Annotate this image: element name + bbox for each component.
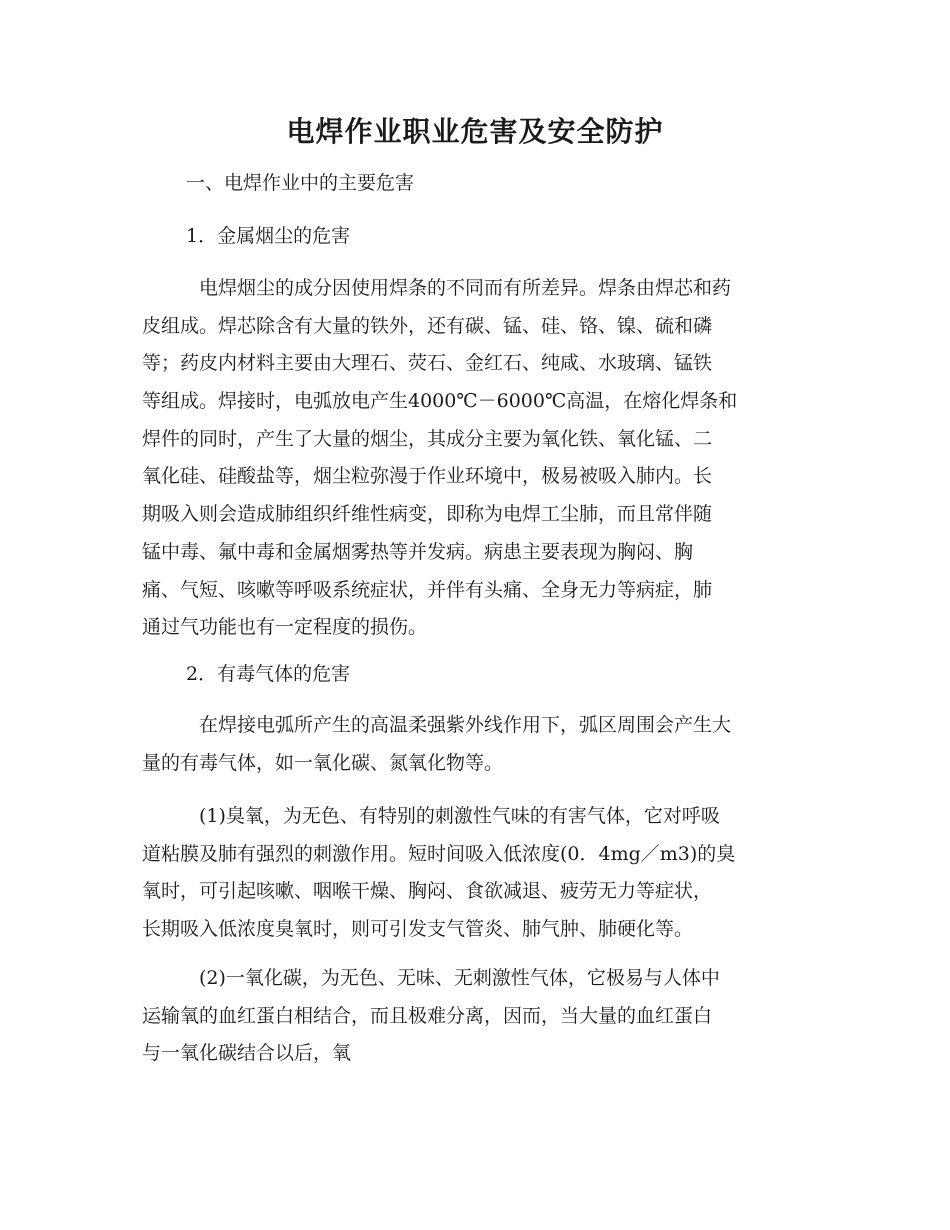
subheading-metal-fumes: 1．金属烟尘的危害 [186, 225, 351, 247]
paragraph-line: (1)臭氧，为无色、有特别的刺激性气味的有害气体，它对呼吸 [199, 805, 720, 827]
paragraph-line: 与一氧化碳结合以后，氧 [142, 1042, 352, 1065]
paragraph-line: 道粘膜及肺有强烈的刺激作用。短时间吸入低浓度(0．4mg／m3)的臭 [142, 842, 736, 865]
subheading-toxic-gases: 2．有毒气体的危害 [186, 663, 351, 685]
paragraph-line: 等组成。焊接时，电弧放电产生4000℃－6000℃高温，在熔化焊条和 [142, 390, 738, 413]
paragraph-carbon-monoxide [142, 960, 802, 1073]
paragraph-ozone [142, 798, 802, 949]
paragraph-line: 焊件的同时，产生了大量的烟尘，其成分主要为氧化铁、氧化锰、二 [142, 427, 713, 450]
paragraph-line: 氧时，可引起咳嗽、咽喉干燥、胸闷、食欲减退、疲劳无力等症状， [142, 880, 713, 903]
paragraph-line: 等；药皮内材料主要由大理石、荧石、金红石、纯咸、水玻璃、锰铁 [142, 352, 713, 375]
paragraph-line: 皮组成。焊芯除含有大量的铁外，还有碳、锰、硅、铬、镍、硫和磷 [142, 314, 713, 337]
paragraph-line: 运输氧的血红蛋白相结合，而且极难分离，因而，当大量的血红蛋白 [142, 1004, 713, 1027]
paragraph-line: 氧化硅、硅酸盐等，烟尘粒弥漫于作业环境中，极易被吸入肺内。长 [142, 465, 713, 488]
paragraph-line: 在焊接电弧所产生的高温柔强紫外线作用下，弧区周围会产生大 [199, 714, 732, 736]
paragraph-line: 锰中毒、氟中毒和金属烟雾热等并发病。病患主要表现为胸闷、胸 [142, 540, 694, 563]
paragraph-line: 期吸入则会造成肺组织纤维性病变，即称为电焊工尘肺，而且常伴随 [142, 503, 713, 526]
paragraph-line: 电焊烟尘的成分因使用焊条的不同而有所差异。焊条由焊芯和药 [199, 277, 732, 299]
paragraph-line: 通过气功能也有一定程度的损伤。 [142, 616, 428, 639]
section-heading-hazards: 一、电焊作业中的主要危害 [186, 172, 415, 194]
paragraph-metal-fumes [142, 270, 802, 647]
paragraph-line: 痛、气短、咳嗽等呼吸系统症状，并伴有头痛、全身无力等病症，肺 [142, 578, 713, 601]
paragraph-line: 量的有毒气体，如一氧化碳、氮氧化物等。 [142, 751, 504, 774]
paragraph-toxic-gases-intro [142, 707, 802, 782]
paragraph-line: 长期吸入低浓度臭氧时，则可引发支气管炎、肺气肿、肺硬化等。 [142, 918, 694, 941]
document-title: 电焊作业职业危害及安全防护 [286, 115, 664, 148]
paragraph-line: (2)一氧化碳，为无色、无味、无刺激性气体，它极易与人体中 [199, 967, 720, 989]
